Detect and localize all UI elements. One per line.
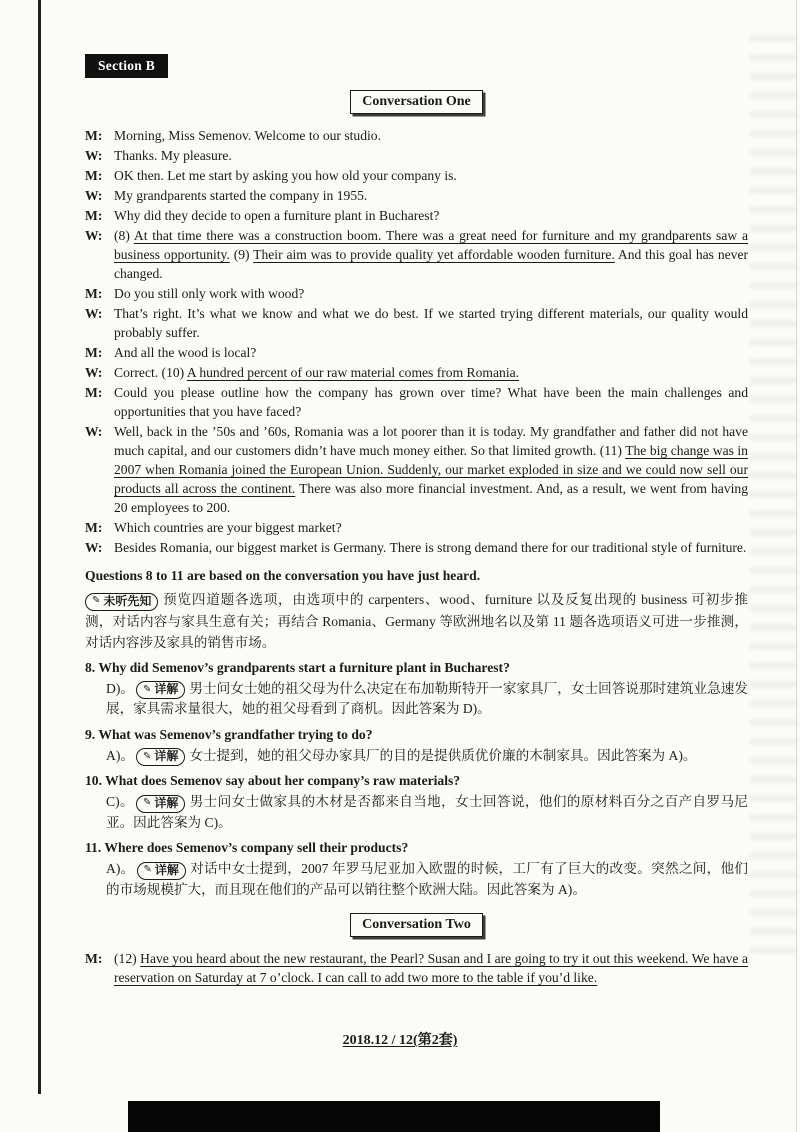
underlined-transcript-text: At that time there was a construction boom. There was a great need for furniture and my grandparents saw a business opportunity.	[114, 228, 748, 262]
detail-tag	[136, 681, 185, 699]
speaker-label: M:	[85, 951, 103, 966]
detail-tag	[136, 795, 185, 813]
underlined-transcript-text: Their aim was to provide quality yet affordable wooden furniture.	[253, 247, 615, 262]
question-item	[85, 771, 748, 833]
speaker-label: M:	[85, 345, 103, 360]
dialogue-line	[85, 343, 748, 362]
pencil-icon: ✎	[143, 683, 152, 695]
pre-listen-tag	[85, 593, 158, 611]
pre-listen-tag-label: 未听先知	[103, 593, 152, 608]
dialogue-line	[85, 126, 748, 145]
pre-listen-text: 预览四道题各选项，由选项中的 carpenters、wood、furniture 以及反复出现的 business 可初步推测，对话内容与家具生意有关；再结合 Romania、Germany 等欧洲地名以及第 11 题各选项语义可进一步推测，对话内容涉及家具的销售市场。	[85, 592, 748, 650]
underlined-transcript-text: Have you heard about the new restaurant, the Pearl? Susan and I are going to try it out this weekend. We have a reservation on Saturday at 7 o’clock. I can call to add two more to the table if you’d like.	[114, 951, 749, 985]
page-footer-text: 2018.12 / 12(第2套)	[342, 1033, 458, 1048]
scanner-black-bar	[128, 1101, 660, 1132]
question-number: 8.	[85, 659, 96, 675]
transcript-text: Thanks. My pleasure.	[114, 148, 232, 163]
transcript-text: Morning, Miss Semenov. Welcome to our studio.	[114, 128, 381, 143]
question-text: Where does Semenov’s company sell their products?	[104, 840, 409, 855]
question-number: 10.	[85, 773, 102, 788]
question-list	[85, 658, 748, 901]
question-line	[85, 658, 748, 678]
page-content	[85, 54, 748, 988]
underlined-transcript-text: A hundred percent of our raw material comes from Romania.	[186, 365, 520, 380]
transcript-text: Which countries are your biggest market?	[114, 520, 342, 535]
dialogue-line	[85, 949, 748, 987]
transcript-text: My grandparents started the company in 1955.	[114, 188, 368, 203]
answer-letter: A)。	[106, 861, 135, 876]
answer-explanation: 男士问女士她的祖父母为什么决定在布加勒斯特开一家家具厂，女士回答说那时建筑业急速发展，家具需求量很大，她的祖父母看到了商机。因此答案为 D)。	[106, 680, 748, 716]
dialogue-line	[85, 284, 748, 303]
dialogue-line	[85, 383, 748, 421]
speaker-label: W:	[85, 228, 103, 243]
detail-tag-label: 详解	[154, 862, 179, 877]
conversation-two-dialogue	[85, 949, 748, 987]
pencil-icon: ✎	[142, 750, 152, 762]
answer-explanation: 对话中女士提到，2007 年罗马尼亚加入欧盟的时候，工厂有了巨大的改变。突然之间，他们的市场规模扩大，而且现在他们的产品可以销往整个欧洲大陆。因此答案为 A)。	[106, 861, 748, 897]
transcript-text: Well, back in the ’50s and ’60s, Romania was a lot poorer than it is today. My grandfather and father did not have much capital, and our customers didn’t have much money either. So that limited growth. (11)	[114, 424, 748, 458]
speaker-label: W:	[85, 306, 103, 321]
detail-tag	[136, 748, 185, 766]
transcript-text: (8)	[114, 228, 134, 243]
transcript-text: Could you please outline how the company has grown over time? What have been the main challenges and opportunities that you have faced?	[114, 385, 748, 419]
question-line	[85, 725, 748, 745]
dialogue-line	[85, 518, 748, 537]
page-footer	[0, 1029, 800, 1049]
question-line	[85, 771, 748, 791]
dialogue-line	[85, 304, 748, 342]
answer-letter: C)。	[106, 794, 134, 809]
dialogue-line	[85, 363, 748, 382]
question-text: What was Semenov’s grandfather trying to do?	[98, 726, 373, 742]
dialogue-line	[85, 186, 748, 205]
question-item	[85, 725, 748, 767]
question-text: Why did Semenov’s grandparents start a furniture plant in Bucharest?	[98, 659, 510, 675]
transcript-text: There was also more financial investment. And, as a result, we went from having 20 employees to 200.	[114, 481, 749, 515]
detail-tag	[137, 862, 186, 880]
speaker-label: W:	[85, 188, 103, 203]
dialogue-line	[85, 146, 748, 165]
speaker-label: W:	[85, 365, 103, 380]
answer-line	[106, 792, 748, 833]
section-b-label: Section B	[85, 54, 168, 78]
answer-line	[106, 746, 748, 767]
transcript-text: Correct. (10)	[114, 365, 187, 380]
speaker-label: W:	[85, 148, 103, 163]
dialogue-line	[85, 166, 748, 185]
transcript-text: And this goal has never changed.	[114, 247, 749, 281]
scan-edge-line	[38, 0, 41, 1094]
answer-explanation: 女士提到，她的祖父母办家具厂的目的是提供质优价廉的木制家具。因此答案为 A)。	[189, 747, 697, 763]
dialogue-line	[85, 422, 748, 517]
questions-heading: Questions 8 to 11 are based on the conversation you have just heard.	[85, 568, 481, 583]
conversation-two-title-row	[85, 913, 748, 937]
question-item	[85, 838, 748, 900]
answer-line	[106, 859, 748, 900]
transcript-text: Do you still only work with wood?	[114, 286, 305, 301]
detail-tag-label: 详解	[154, 749, 179, 763]
answer-letter: A)。	[106, 747, 134, 763]
dialogue-line	[85, 206, 748, 225]
conversation-one-title: Conversation One	[350, 90, 483, 114]
transcript-text: That’s right. It’s what we know and what we do best. If we started trying different materials, our quality would probably suffer.	[114, 306, 748, 340]
transcript-text: Why did they decide to open a furniture plant in Bucharest?	[114, 208, 440, 223]
question-number: 9.	[85, 726, 96, 742]
pencil-icon: ✎	[142, 797, 152, 808]
detail-tag-label: 详解	[154, 795, 179, 810]
pre-listen-note	[85, 589, 748, 653]
speaker-label: M:	[85, 208, 103, 223]
question-line	[85, 838, 748, 858]
speaker-label: M:	[85, 286, 103, 301]
question-number: 11.	[85, 840, 102, 855]
answer-letter: D)。	[106, 680, 134, 696]
conversation-one-dialogue	[85, 126, 748, 557]
transcript-text: Besides Romania, our biggest market is Germany. There is strong demand there for our traditional style of furniture.	[114, 540, 747, 555]
conversation-one-title-row	[85, 90, 748, 114]
speaker-label: M:	[85, 168, 103, 183]
question-text: What does Semenov say about her company’s raw materials?	[105, 773, 461, 788]
underlined-transcript-text: The big change was in 2007 when Romania joined the European Union. Suddenly, our market exploded in size and we could now sell our products all across the continent.	[114, 443, 748, 496]
question-item	[85, 658, 748, 720]
speaker-label: M:	[85, 520, 103, 535]
transcript-text: (9)	[229, 247, 254, 262]
transcript-text: (12)	[114, 951, 141, 966]
pencil-icon: ✎	[143, 864, 152, 875]
answer-line	[106, 679, 748, 720]
speaker-label: M:	[85, 385, 103, 400]
scan-edge-line-right	[796, 0, 797, 1132]
transcript-text: OK then. Let me start by asking you how old your company is.	[114, 168, 457, 183]
speaker-label: W:	[85, 424, 103, 439]
bleedthrough-artifact	[750, 36, 796, 956]
transcript-text: And all the wood is local?	[114, 345, 257, 360]
conversation-two-title: Conversation Two	[350, 913, 483, 937]
answer-explanation: 男士问女士做家具的木材是否都来自当地，女士回答说，他们的原材料百分之百产自罗马尼亚。因此答案为 C)。	[106, 794, 749, 830]
speaker-label: M:	[85, 128, 103, 143]
pencil-icon: ✎	[92, 595, 101, 606]
speaker-label: W:	[85, 540, 103, 555]
dialogue-line	[85, 538, 748, 557]
dialogue-line	[85, 226, 748, 283]
detail-tag-label: 详解	[154, 682, 179, 696]
